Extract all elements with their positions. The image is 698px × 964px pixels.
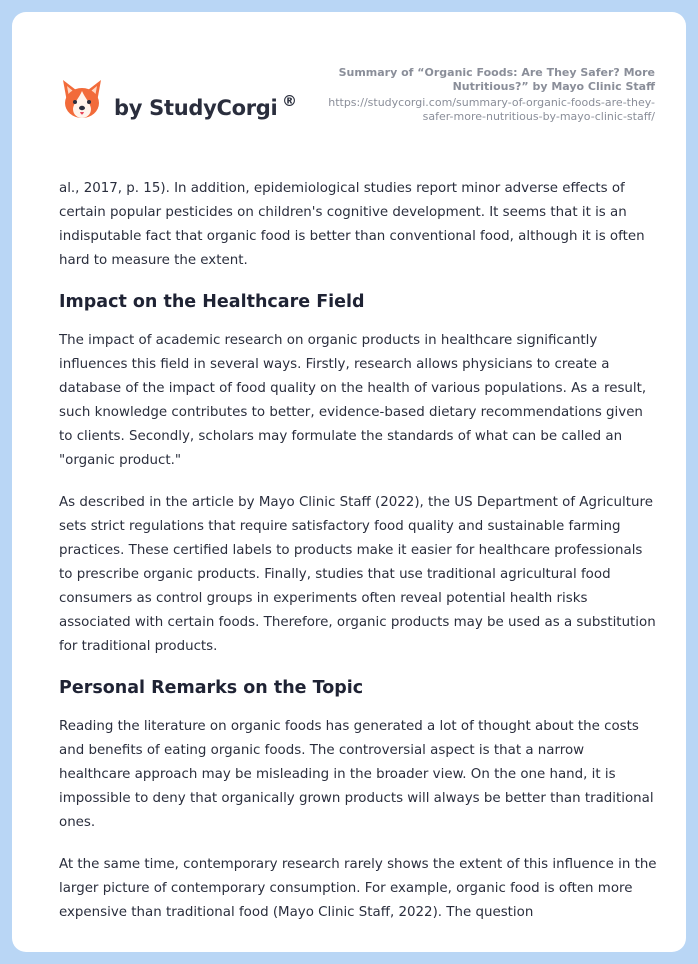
heading-personal-remarks: Personal Remarks on the Topic (59, 678, 364, 698)
page-header (12, 12, 686, 162)
studycorgi-logo[interactable] (60, 76, 300, 126)
heading-impact-healthcare: Impact on the Healthcare Field (59, 292, 365, 312)
registered-mark: ® (282, 92, 297, 110)
document-meta (305, 66, 655, 124)
paragraph-impact-research: The impact of academic research on organic products in healthcare significantly influences this field in several ways. Firstly, research allows physicians to create a database of the impact of food quality on the health of various populations. As a result, such knowledge contributes to better, evidence-based dietary recommendations given to clients. Secondly, scholars may formulate the standards of what can be called an "organic product." (59, 333, 647, 468)
paragraph-usda-regulations: As described in the article by Mayo Clinic Staff (2022), the US Department of Agriculture sets strict regulations that require satisfactory food quality and sustainable farming practices. These certified labels to products make it easier for healthcare professionals to prescribe organic products. Finally, studies that use traditional agricultural food consumers as control groups in experiments often reveal potential health risks associated with certain foods. Therefore, organic products may be used as a substitution for traditional products. (59, 495, 656, 654)
paragraph-intro: al., 2017, p. 15). In addition, epidemiological studies report minor adverse effects of certain popular pesticides on children's cognitive development. It seems that it is an indisputable fact that organic food is better than conventional food, although it is often hard to measure the extent. (59, 181, 645, 268)
document-page (12, 12, 686, 952)
document-title: Summary of “Organic Foods: Are They Safer? More Nutritious?” by Mayo Clinic Staff (338, 66, 655, 93)
brand-name: by StudyCorgi (114, 96, 278, 120)
article-body (59, 177, 659, 925)
document-url[interactable]: https://studycorgi.com/summary-of-organic-foods-are-they-safer-more-nutritious-by-mayo-clinic-staff/ (328, 96, 655, 123)
paragraph-personal-thoughts: Reading the literature on organic foods has generated a lot of thought about the costs and benefits of eating organic foods. The controversial aspect is that a narrow healthcare approach may be misleading in the broader view. On the one hand, it is impossible to deny that organically grown products will always be better than traditional ones. (59, 719, 654, 830)
paragraph-contemporary-research: At the same time, contemporary research rarely shows the extent of this influence in the larger picture of contemporary consumption. For example, organic food is often more expensive than traditional food (Mayo Clinic Staff, 2022). The question (59, 857, 657, 920)
corgi-icon (60, 76, 104, 126)
